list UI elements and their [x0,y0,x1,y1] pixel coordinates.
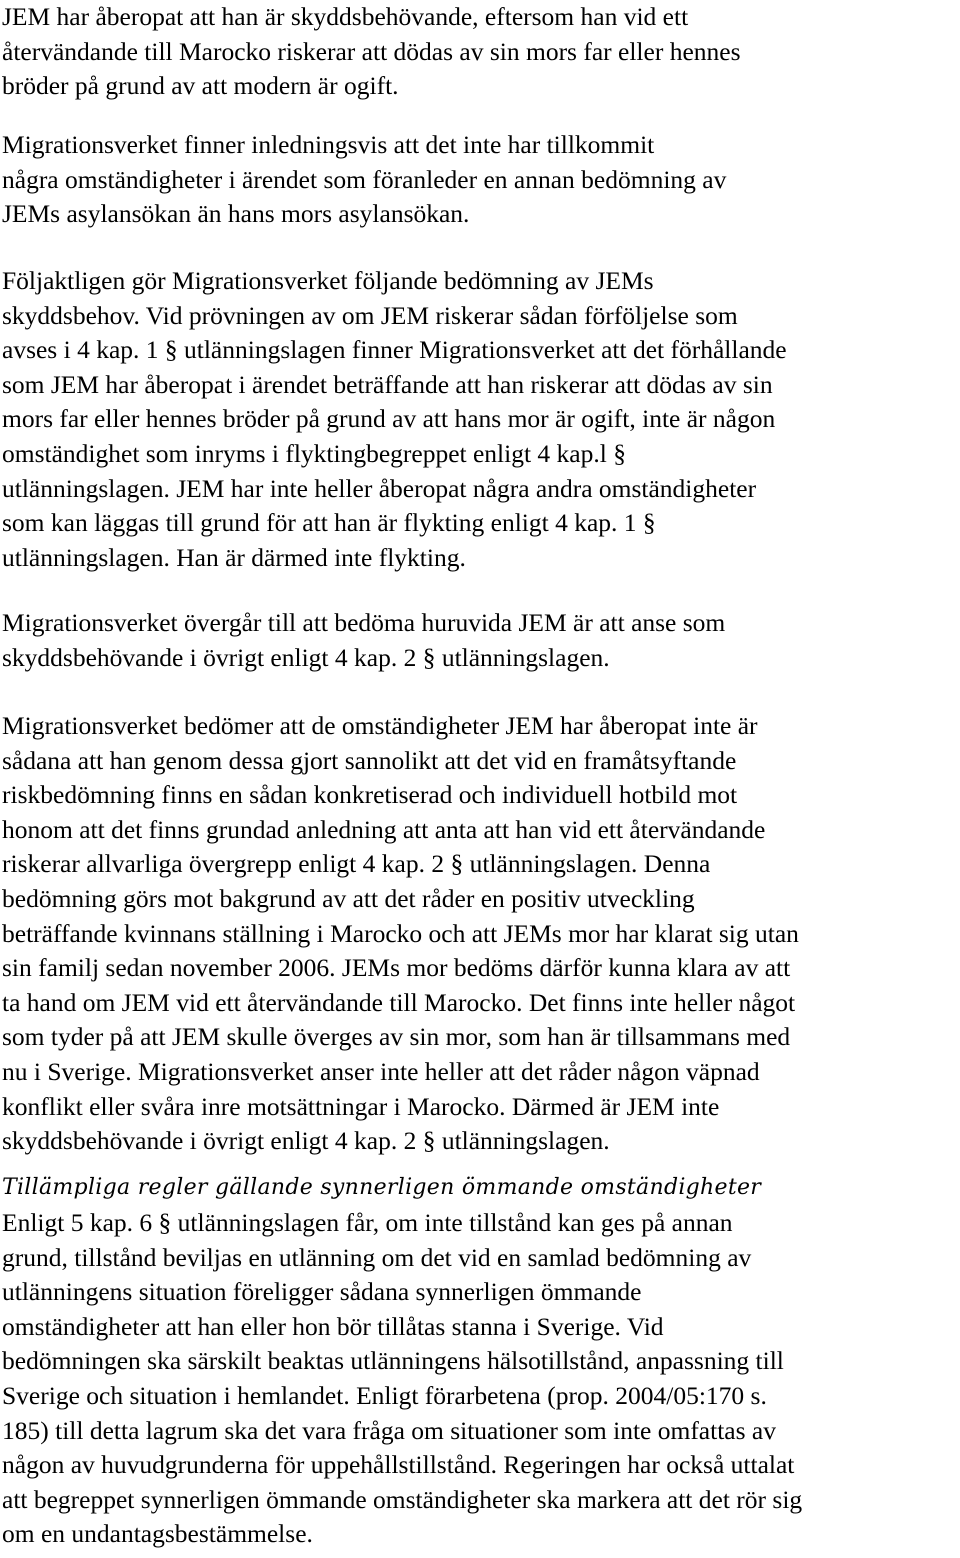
text-line: om en undantagsbestämmelse. [2,1519,313,1549]
text-line: återvändande till Marocko riskerar att dödas av sin mors far eller hennes [2,36,741,66]
text-line: ta hand om JEM vid ett återvändande till Marocko. Det finns inte heller något [2,987,796,1017]
section-heading: Tillämpliga regler gällande synnerligen ömmande omständigheter [2,1175,762,1200]
text-line: sin familj sedan november 2006. JEMs mor bedöms därför kunna klara av att [2,953,791,983]
text-line: riskerar allvarliga övergrepp enligt 4 kap. 2 § utlänningslagen. Denna [2,849,711,879]
text-line: Sverige och situation i hemlandet. Enligt förarbetena (prop. 2004/05:170 s. [2,1380,767,1410]
text-line: bröder på grund av att modern är ogift. [2,71,399,101]
paragraph-claim [2,0,741,104]
text-line: konflikt eller svåra inre motsättningar i Marocko. Därmed är JEM inte [2,1091,720,1121]
text-line: skyddsbehov. Vid prövningen av om JEM riskerar sådan förföljelse som [2,300,738,330]
paragraph-protection-assessment [2,709,799,1159]
text-line: utlänningens situation föreligger sådana synnerligen ömmande [2,1277,642,1307]
text-line: avses i 4 kap. 1 § utlänningslagen finner Migrationsverket att det förhållande [2,335,787,365]
text-line: grund, tillstånd beviljas en utlänning om det vid en samlad bedömning av [2,1242,752,1272]
text-line: Migrationsverket finner inledningsvis att det inte har tillkommit [2,130,655,159]
paragraph-applicable-rules [2,1206,802,1552]
paragraph-initial-finding [2,128,726,232]
text-line: riskbedömning finns en sådan konkretiserad och individuell hotbild mot [2,780,738,810]
text-line: nu i Sverige. Migrationsverket anser inte heller att det råder någon väpnad [2,1056,760,1086]
text-line: utlänningslagen. Han är därmed inte flykting. [2,542,466,572]
text-line: bedömningen ska särskilt beaktas utlänningens hälsotillstånd, anpassning till [2,1346,784,1376]
text-line: Följaktligen gör Migrationsverket följande bedömning av JEMs [2,266,654,295]
text-line: JEMs asylansökan än hans mors asylansökan. [2,199,470,229]
paragraph-transition [2,606,725,675]
text-line: beträffande kvinnans ställning i Marocko och att JEMs mor har klarat sig utan [2,918,799,948]
paragraph-refugee-assessment [2,264,787,575]
text-line: bedömning görs mot bakgrund av att det råder en positiv utveckling [2,883,695,913]
text-line: någon av huvudgrunderna för uppehållstillstånd. Regeringen har också uttalat [2,1450,795,1480]
text-line: mors far eller hennes bröder på grund av att hans mor är ogift, inte är någon [2,404,776,434]
text-line: att begreppet synnerligen ömmande omständigheter ska markera att det rör sig [2,1484,803,1514]
text-line: som tyder på att JEM skulle överges av sin mor, som han är tillsammans med [2,1022,791,1052]
text-line: som JEM har åberopat i ärendet beträffande att han riskerar att dödas av sin [2,369,773,399]
text-line: som kan läggas till grund för att han är flykting enligt 4 kap. 1 § [2,508,656,538]
text-line: 185) till detta lagrum ska det vara fråga om situationer som inte omfattas av [2,1415,776,1445]
text-line: sådana att han genom dessa gjort sannolikt att det vid en framåtsyftande [2,745,737,775]
text-line: JEM har åberopat att han är skyddsbehövande, eftersom han vid ett [2,2,689,31]
text-line: Migrationsverket bedömer att de omständigheter JEM har åberopat inte är [2,711,758,740]
text-line: skyddsbehövande i övrigt enligt 4 kap. 2 § utlänningslagen. [2,642,610,672]
text-line: några omständigheter i ärendet som föranleder en annan bedömning av [2,164,727,194]
text-line: Migrationsverket övergår till att bedöma huruvida JEM är att anse som [2,608,726,637]
text-line: utlänningslagen. JEM har inte heller åberopat några andra omständigheter [2,473,757,503]
text-line: skyddsbehövande i övrigt enligt 4 kap. 2 § utlänningslagen. [2,1126,610,1156]
text-line: Enligt 5 kap. 6 § utlänningslagen får, om inte tillstånd kan ges på annan [2,1208,733,1237]
text-line: honom att det finns grundad anledning att anta att han vid ett återvändande [2,814,766,844]
text-line: omständigheter att han eller hon bör tillåtas stanna i Sverige. Vid [2,1311,664,1341]
text-line: omständighet som inryms i flyktingbegreppet enligt 4 kap.l § [2,438,626,468]
